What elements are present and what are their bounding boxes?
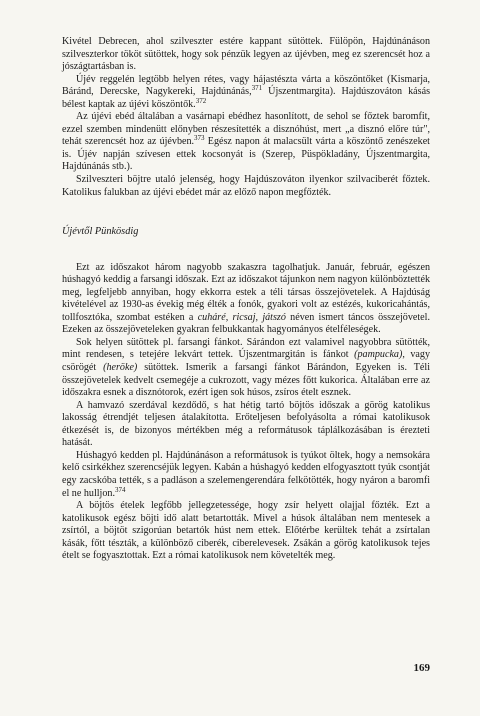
footnote-ref-373: 373 [194, 134, 205, 143]
paragraph-5 [62, 262, 430, 337]
footnote-ref-371: 371 [251, 84, 263, 93]
paragraph-6-italic-term-1: (pampucka) [354, 349, 403, 361]
section-heading: Újévtől Pünkösdig [62, 226, 139, 238]
paragraph-7: A hamvazó szerdával kezdődő, s hat hétig tartó böjtös időszak a görög katolikus lakosság étrendjét teljesen átalakította. Erőteljesen befolyásolta a római katolikusok étkezését is, de bizonyos mértékben még a reformátusok táplálkozásában is érezteti hatását. [62, 399, 430, 449]
paragraph-8 [62, 450, 430, 500]
paragraph-2-text-cont: Újszentmargita). Hajdúszováton kásás bélest kaptak az újévi köszöntők. [62, 86, 430, 110]
paragraph-2-text: Újév reggelén legtöbb helyen rétes, vagy hájastészta várta a köszöntőket (Kismarja, Báránd, Derecske, Nagykereki, Hajdúnánás, [62, 73, 430, 98]
paragraph-6-text-mid: , vagy csörögét [62, 349, 430, 374]
paragraph-5-text: Ezt az időszakot három nagyobb szakaszra tagolhatjuk. Január, február, egészen húshagyó keddig a farsangi időszak. Ezt az időszakot tájunkon nem nagyon különböztették meg, legfeljebb annyiban, hogy ekkorra estek a téli társas összejövetelek. A Hajdúság kivételével az 1930-as évekig még élték a fonók, gyakori volt az estézés, kukoricahántás, tollfosztóka, szombat estéken a [62, 261, 430, 323]
paragraph-6-text: Sok helyen sütöttek pl. farsangi fánkot. Sárándon ezt valamivel nagyobbra sütötték, mint rendesen, s tetejére lekvárt tettek. Újszentmargitán is fánkot [62, 336, 430, 361]
paragraph-6-text-cont: sütöttek. Ismerik a farsangi fánkot Bárándon, Egyeken is. Téli összejövetelek kedvelt csemegéje a cukrozott, vagy mézes főtt kukorica. Általában erre az időszakra esnek a disznótorok, ezért igen sok húsos, zsíros ételt esznek. [62, 362, 430, 399]
paragraph-5-text-cont: néven ismert táncos összejövetel. Ezeken az összejöveteleken gyakran felbukkantak hagyományos ételféleségek. [62, 311, 430, 336]
page-number: 169 [413, 662, 430, 674]
paragraph-5-italic-terms: cuháré, ricsaj, játszó [197, 311, 286, 323]
paragraph-2 [62, 74, 430, 112]
paragraph-8-text: Húshagyó kedden pl. Hajdúnánáson a reformátusok is tyúkot öltek, hogy a nemsokára kelő csirkékhez szerencséjük legyen. Kabán a húshagyó kedden elfogyasztott tyúk csontját egy zacskóba tették, s a padláson a szelemengerendára felkötötték, hogy nyáron a baromfi el ne hulljon. [62, 449, 430, 499]
paragraph-6 [62, 337, 430, 400]
footnote-ref-372: 372 [195, 96, 207, 105]
paragraph-1: Kivétel Debrecen, ahol szilveszter estére kappant sütöttek. Fülöpön, Hajdúnánáson szilveszterkor tököt sütöttek, hogy sok pénzük legyen az újévben, meg ez szerencsét hoz a jószágtartásban is. [62, 36, 430, 73]
paragraph-3-text: Az újévi ebéd általában a vasárnapi ebédhez hasonlított, de sehol se főztek baromfit, ezzel szemben mindenütt előnyben részesítették a disznóhúst, mert „a disznó előre túr", tehát szerencsét hoz az újévben. [62, 111, 430, 148]
paragraph-3-text-cont: Egész napon át malacsült várta a köszöntő zenészeket is. Újév napján szívesen ettek kocsonyát is (Szerep, Püspökladány, Újszentmargita, Hajdúnánás stb.). [62, 136, 430, 173]
paragraph-9: A böjtös ételek legfőbb jellegzetessége, hogy zsír helyett olajjal főzték. Ezt a katolikusok egész böjti idő alatt betartották. Mivel a húsok általában nem mentesek a zsírtól, a böjtöt szigorúan betartók húst nem ettek. Előtérbe kerültek tehát a zsírtalan kásák, főtt tészták, a különböző ciberék, ciberelevesek. Zsákán a görög katolikusok tejes ételt se fogyasztottak. Ezt a római katolikusok nem követelték meg. [62, 500, 430, 562]
paragraph-4: Szilveszteri böjtre utaló jelenség, hogy Hajdúszováton ilyenkor szilvaciberét főztek. Katolikus falukban az újévi ebédet már az előző napon megfőzték. [62, 174, 430, 198]
paragraph-3 [62, 111, 430, 174]
paragraph-6-italic-term-2: (heröke) [103, 362, 138, 374]
footnote-ref-374: 374 [114, 485, 126, 494]
